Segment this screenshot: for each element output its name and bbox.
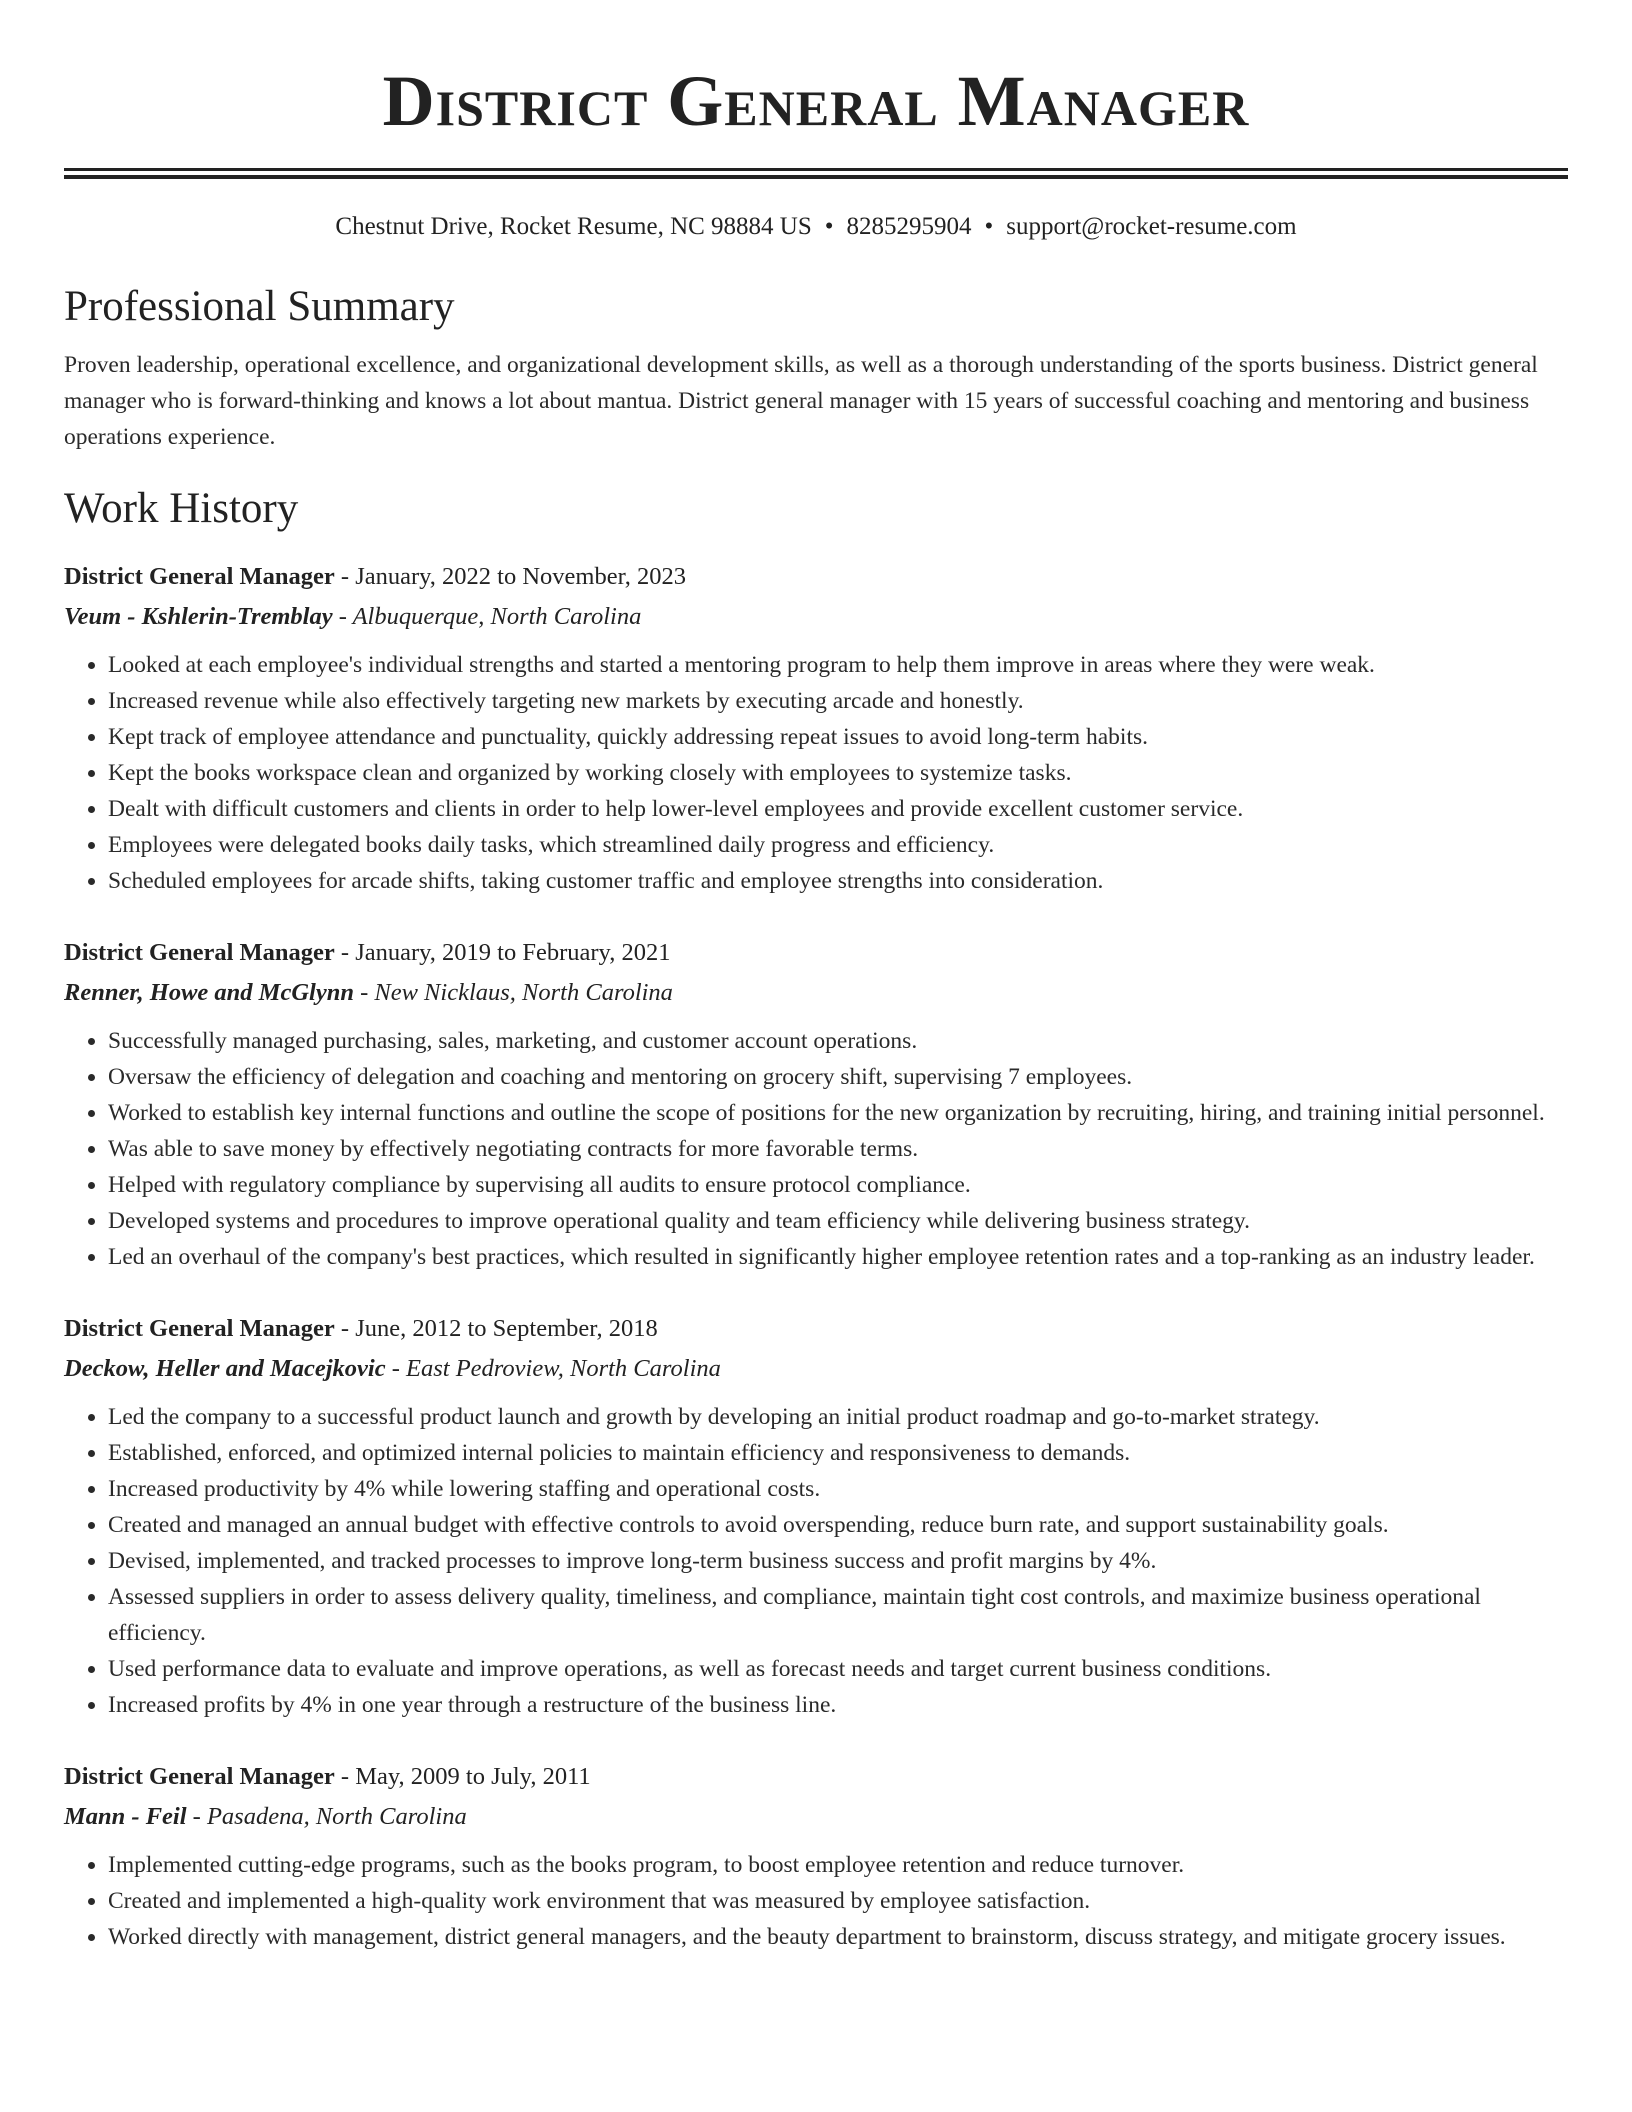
resume-name-title: District General Manager bbox=[382, 61, 1250, 141]
job-bullet: • Scheduled employees for arcade shifts, taking customer traffic and employee strengths into consideration. bbox=[108, 863, 1568, 899]
job-bullet: • Kept the books workspace clean and organized by working closely with employees to systemize tasks. bbox=[108, 755, 1568, 791]
contact-line bbox=[64, 211, 1568, 243]
job-bullet: • Was able to save money by effectively negotiating contracts for more favorable terms. bbox=[108, 1131, 1568, 1167]
contact-separator: • bbox=[824, 213, 834, 240]
job-bullet: • Looked at each employee's individual strengths and started a mentoring program to help them improve in areas where they were weak. bbox=[108, 647, 1568, 683]
job-dates: - May, 2009 to July, 2011 bbox=[334, 1763, 591, 1790]
job-title-line bbox=[64, 1757, 1568, 1797]
job-location: - New Nicklaus, North Carolina bbox=[353, 979, 673, 1006]
job-bullet: • Successfully managed purchasing, sales, marketing, and customer account operations. bbox=[108, 1023, 1568, 1059]
job-bullets bbox=[64, 1847, 1568, 1955]
contact-email: support@rocket-resume.com bbox=[1006, 213, 1297, 240]
job-entry bbox=[64, 1757, 1568, 1955]
job-bullet: • Increased profits by 4% in one year through a restructure of the business line. bbox=[108, 1687, 1568, 1723]
job-title: District General Manager bbox=[64, 939, 335, 966]
header-double-rule bbox=[64, 168, 1568, 179]
job-bullet: • Created and implemented a high-quality work environment that was measured by employee satisfaction. bbox=[108, 1883, 1568, 1919]
job-company-line bbox=[64, 1349, 1568, 1389]
job-location: - East Pedroview, North Carolina bbox=[385, 1355, 721, 1382]
job-entry bbox=[64, 1309, 1568, 1723]
job-company-line bbox=[64, 973, 1568, 1013]
job-bullet: • Worked to establish key internal functions and outline the scope of positions for the new organization by recruiting, hiring, and training initial personnel. bbox=[108, 1095, 1568, 1131]
job-title: District General Manager bbox=[64, 563, 335, 590]
job-location: - Pasadena, North Carolina bbox=[186, 1803, 467, 1830]
work-history-heading: Work History bbox=[64, 485, 299, 532]
job-bullet: • Implemented cutting-edge programs, such as the books program, to boost employee retention and reduce turnover. bbox=[108, 1847, 1568, 1883]
job-company-line bbox=[64, 597, 1568, 637]
job-bullet: • Increased revenue while also effectively targeting new markets by executing arcade and honestly. bbox=[108, 683, 1568, 719]
job-bullet: • Assessed suppliers in order to assess delivery quality, timeliness, and compliance, maintain tight cost controls, and maximize business operational efficiency. bbox=[108, 1579, 1568, 1651]
summary-text: Proven leadership, operational excellence, and organizational development skills, as well as a thorough understanding of the sports business. District general manager who is forward-thinking and knows a lot about mantua. District general manager with 15 years of successful coaching and mentoring and business operations experience. bbox=[64, 352, 1538, 450]
job-bullet: • Created and managed an annual budget with effective controls to avoid overspending, reduce burn rate, and support sustainability goals. bbox=[108, 1507, 1568, 1543]
contact-address: Chestnut Drive, Rocket Resume, NC 98884 US bbox=[335, 213, 812, 240]
job-bullet: • Devised, implemented, and tracked processes to improve long-term business success and profit margins by 4%. bbox=[108, 1543, 1568, 1579]
job-bullets bbox=[64, 1399, 1568, 1723]
job-location: - Albuquerque, North Carolina bbox=[332, 603, 642, 630]
job-bullet: • Kept track of employee attendance and punctuality, quickly addressing repeat issues to avoid long-term habits. bbox=[108, 719, 1568, 755]
contact-phone: 8285295904 bbox=[846, 213, 972, 240]
contact-separator: • bbox=[984, 213, 994, 240]
job-bullets bbox=[64, 647, 1568, 899]
job-bullet: • Established, enforced, and optimized internal policies to maintain efficiency and responsiveness to demands. bbox=[108, 1435, 1568, 1471]
job-company-line bbox=[64, 1797, 1568, 1837]
summary-heading: Professional Summary bbox=[64, 283, 455, 330]
job-title-line bbox=[64, 1309, 1568, 1349]
job-bullets bbox=[64, 1023, 1568, 1275]
job-entry bbox=[64, 933, 1568, 1275]
job-dates: - January, 2019 to February, 2021 bbox=[334, 939, 671, 966]
job-title-line bbox=[64, 933, 1568, 973]
job-bullet: • Employees were delegated books daily tasks, which streamlined daily progress and efficiency. bbox=[108, 827, 1568, 863]
job-company: Mann - Feil bbox=[64, 1803, 187, 1830]
job-title: District General Manager bbox=[64, 1763, 335, 1790]
job-title: District General Manager bbox=[64, 1315, 335, 1342]
job-company: Deckow, Heller and Macejkovic bbox=[64, 1355, 386, 1382]
job-bullet: • Worked directly with management, district general managers, and the beauty department to brainstorm, discuss strategy, and mitigate grocery issues. bbox=[108, 1919, 1568, 1955]
work-history-list bbox=[64, 557, 1568, 1955]
job-bullet: • Dealt with difficult customers and clients in order to help lower-level employees and provide excellent customer service. bbox=[108, 791, 1568, 827]
job-bullet: • Developed systems and procedures to improve operational quality and team efficiency while delivering business strategy. bbox=[108, 1203, 1568, 1239]
job-company: Renner, Howe and McGlynn bbox=[64, 979, 354, 1006]
job-bullet: • Led an overhaul of the company's best practices, which resulted in significantly higher employee retention rates and a top-ranking as an industry leader. bbox=[108, 1239, 1568, 1275]
job-company: Veum - Kshlerin-Tremblay bbox=[64, 603, 333, 630]
job-bullet: • Used performance data to evaluate and improve operations, as well as forecast needs and target current business conditions. bbox=[108, 1651, 1568, 1687]
job-bullet: • Oversaw the efficiency of delegation and coaching and mentoring on grocery shift, supervising 7 employees. bbox=[108, 1059, 1568, 1095]
job-dates: - January, 2022 to November, 2023 bbox=[334, 563, 687, 590]
job-bullet: • Led the company to a successful product launch and growth by developing an initial product roadmap and go-to-market strategy. bbox=[108, 1399, 1568, 1435]
job-entry bbox=[64, 557, 1568, 899]
job-bullet: • Helped with regulatory compliance by supervising all audits to ensure protocol compliance. bbox=[108, 1167, 1568, 1203]
job-bullet: • Increased productivity by 4% while lowering staffing and operational costs. bbox=[108, 1471, 1568, 1507]
job-title-line bbox=[64, 557, 1568, 597]
job-dates: - June, 2012 to September, 2018 bbox=[334, 1315, 658, 1342]
